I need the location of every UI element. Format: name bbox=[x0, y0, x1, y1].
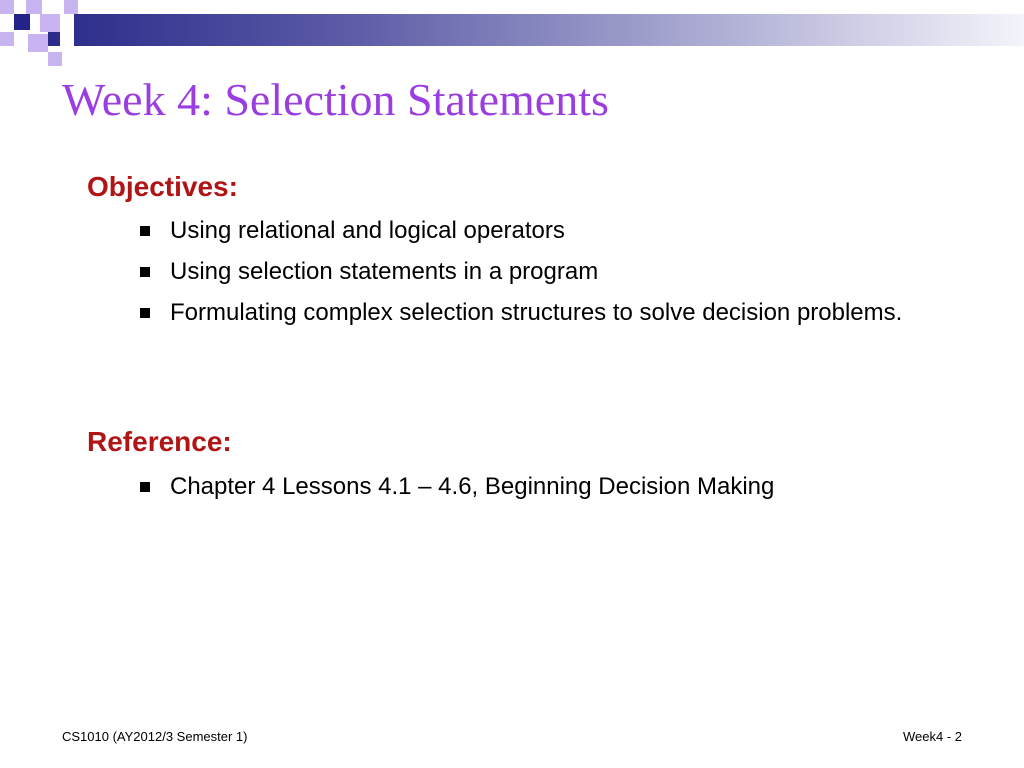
decor-square bbox=[26, 0, 42, 14]
objective-text: Using selection statements in a program bbox=[170, 258, 599, 285]
objectives-list bbox=[138, 214, 938, 337]
header-gradient-bar bbox=[48, 14, 1024, 46]
slide-title: Week 4: Selection Statements bbox=[62, 74, 609, 125]
decor-square bbox=[14, 14, 30, 30]
decor-square bbox=[0, 0, 14, 14]
decor-square bbox=[60, 14, 74, 46]
reference-heading: Reference: bbox=[87, 426, 232, 457]
square-bullet-icon bbox=[140, 226, 150, 236]
objectives-heading: Objectives: bbox=[87, 171, 238, 202]
reference-list bbox=[138, 470, 938, 511]
footer-page-number: Week4 - 2 bbox=[902, 729, 962, 744]
objective-text: Using relational and logical operators bbox=[170, 217, 565, 244]
square-bullet-icon bbox=[140, 482, 150, 492]
decor-square bbox=[48, 52, 62, 66]
decor-square bbox=[64, 0, 78, 14]
objective-item bbox=[138, 296, 938, 330]
decor-square bbox=[28, 34, 48, 52]
footer-course: CS1010 (AY2012/3 Semester 1) bbox=[62, 729, 248, 744]
objective-text: Formulating complex selection structures to solve decision problems. bbox=[170, 299, 903, 326]
decor-square bbox=[0, 32, 14, 46]
objective-item bbox=[138, 255, 938, 289]
objective-item bbox=[138, 214, 938, 248]
reference-item bbox=[138, 470, 938, 504]
square-bullet-icon bbox=[140, 308, 150, 318]
reference-text: Chapter 4 Lessons 4.1 – 4.6, Beginning Decision Making bbox=[170, 473, 775, 500]
decor-square bbox=[40, 14, 60, 32]
square-bullet-icon bbox=[140, 267, 150, 277]
